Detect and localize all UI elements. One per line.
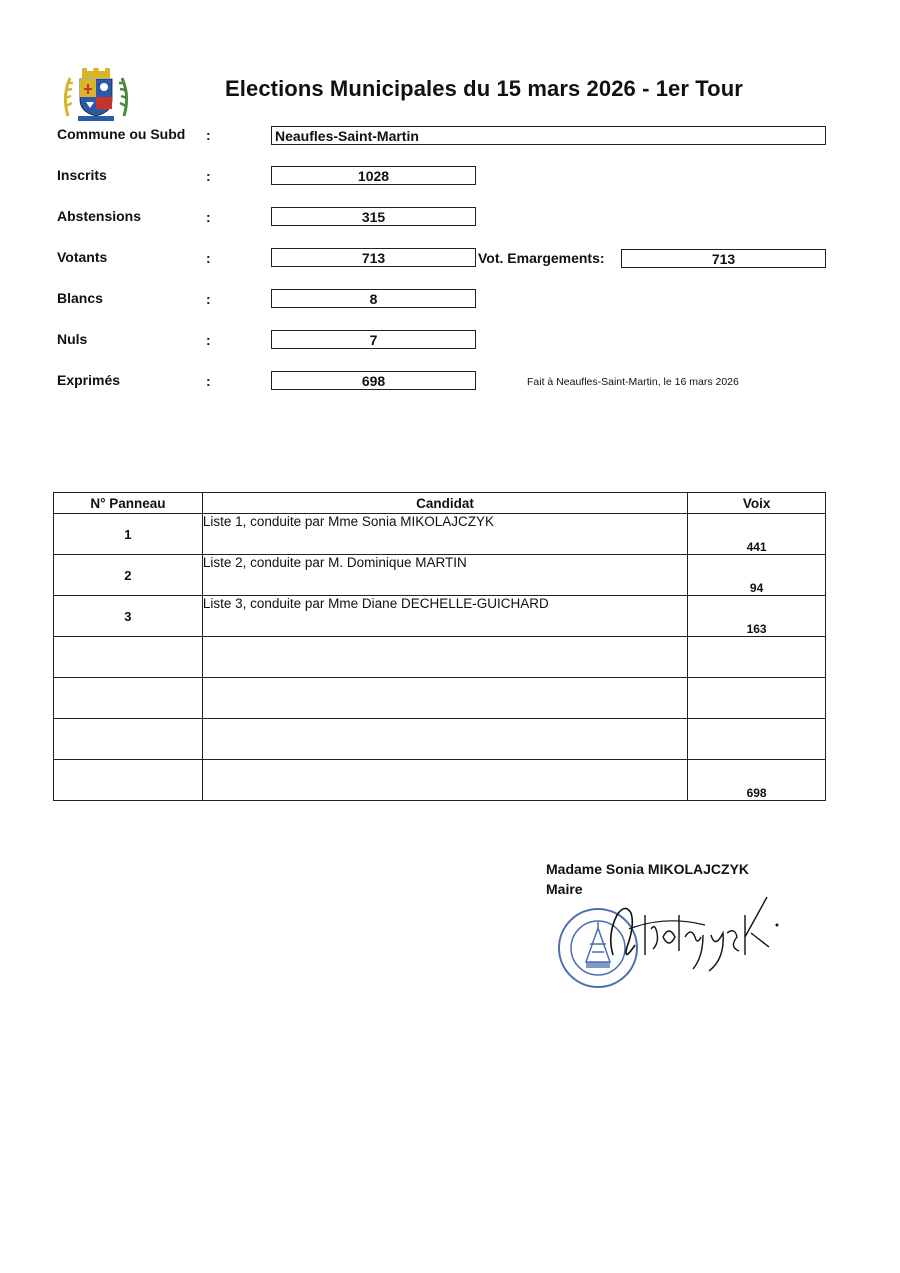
exprimes-label: Exprimés bbox=[57, 372, 121, 388]
abstensions-colon: : bbox=[206, 209, 211, 225]
votants-label: Votants bbox=[57, 249, 108, 265]
commune-colon: : bbox=[206, 127, 211, 143]
inscrits-label: Inscrits bbox=[57, 167, 107, 183]
blancs-colon: : bbox=[206, 291, 211, 307]
header-panneau: N° Panneau bbox=[54, 493, 203, 514]
table-header-row bbox=[54, 493, 826, 514]
page-title: Elections Municipales du 15 mars 2026 - 1er Tour bbox=[225, 76, 743, 101]
votants-colon: : bbox=[206, 250, 211, 266]
exprimes-colon: : bbox=[206, 373, 211, 389]
cell-voix: 441 bbox=[688, 514, 826, 555]
commune-label: Commune ou Subd bbox=[57, 126, 186, 142]
nuls-value: 7 bbox=[271, 330, 476, 349]
cell-panneau: 3 bbox=[54, 596, 203, 637]
table-row-total bbox=[54, 760, 826, 801]
table-row bbox=[54, 637, 826, 678]
inscrits-value: 1028 bbox=[271, 166, 476, 185]
coat-of-arms-icon bbox=[60, 66, 132, 122]
table-row bbox=[54, 596, 826, 637]
table-row bbox=[54, 719, 826, 760]
commune-value: Neaufles-Saint-Martin bbox=[271, 126, 826, 145]
blancs-label: Blancs bbox=[57, 290, 103, 306]
blancs-value: 8 bbox=[271, 289, 476, 308]
abstensions-label: Abstensions bbox=[57, 208, 142, 224]
cell-voix bbox=[688, 637, 826, 678]
cell-panneau bbox=[54, 637, 203, 678]
cell-candidat: Liste 2, conduite par M. Dominique MARTIN bbox=[202, 555, 687, 596]
votants-value: 713 bbox=[271, 248, 476, 267]
cell-candidat bbox=[202, 637, 687, 678]
signature-icon bbox=[605, 885, 785, 985]
cell-candidat: Liste 3, conduite par Mme Diane DECHELLE-GUICHARD bbox=[202, 596, 687, 637]
emargements-label: Vot. Emargements: bbox=[478, 250, 605, 266]
table-row bbox=[54, 678, 826, 719]
exprimes-value: 698 bbox=[271, 371, 476, 390]
signatory-name: Madame Sonia MIKOLAJCZYK bbox=[546, 861, 750, 877]
table-row bbox=[54, 555, 826, 596]
cell-candidat bbox=[202, 719, 687, 760]
cell-panneau bbox=[54, 678, 203, 719]
signatory-role: Maire bbox=[546, 881, 583, 897]
cell-panneau bbox=[54, 760, 203, 801]
header-candidat: Candidat bbox=[202, 493, 687, 514]
cell-candidat: Liste 1, conduite par Mme Sonia MIKOLAJCZYK bbox=[202, 514, 687, 555]
nuls-colon: : bbox=[206, 332, 211, 348]
cell-panneau bbox=[54, 719, 203, 760]
table-row bbox=[54, 514, 826, 555]
cell-voix bbox=[688, 719, 826, 760]
emargements-value: 713 bbox=[621, 249, 826, 268]
cell-panneau: 2 bbox=[54, 555, 203, 596]
cell-candidat bbox=[202, 760, 687, 801]
cell-panneau: 1 bbox=[54, 514, 203, 555]
header-voix: Voix bbox=[688, 493, 826, 514]
cell-voix-total: 698 bbox=[688, 760, 826, 801]
fait-a-date: Fait à Neaufles-Saint-Martin, le 16 mars 2026 bbox=[527, 376, 739, 388]
abstensions-value: 315 bbox=[271, 207, 476, 226]
cell-voix bbox=[688, 678, 826, 719]
cell-candidat bbox=[202, 678, 687, 719]
inscrits-colon: : bbox=[206, 168, 211, 184]
cell-voix: 94 bbox=[688, 555, 826, 596]
cell-voix: 163 bbox=[688, 596, 826, 637]
results-table bbox=[53, 492, 826, 801]
nuls-label: Nuls bbox=[57, 331, 88, 347]
